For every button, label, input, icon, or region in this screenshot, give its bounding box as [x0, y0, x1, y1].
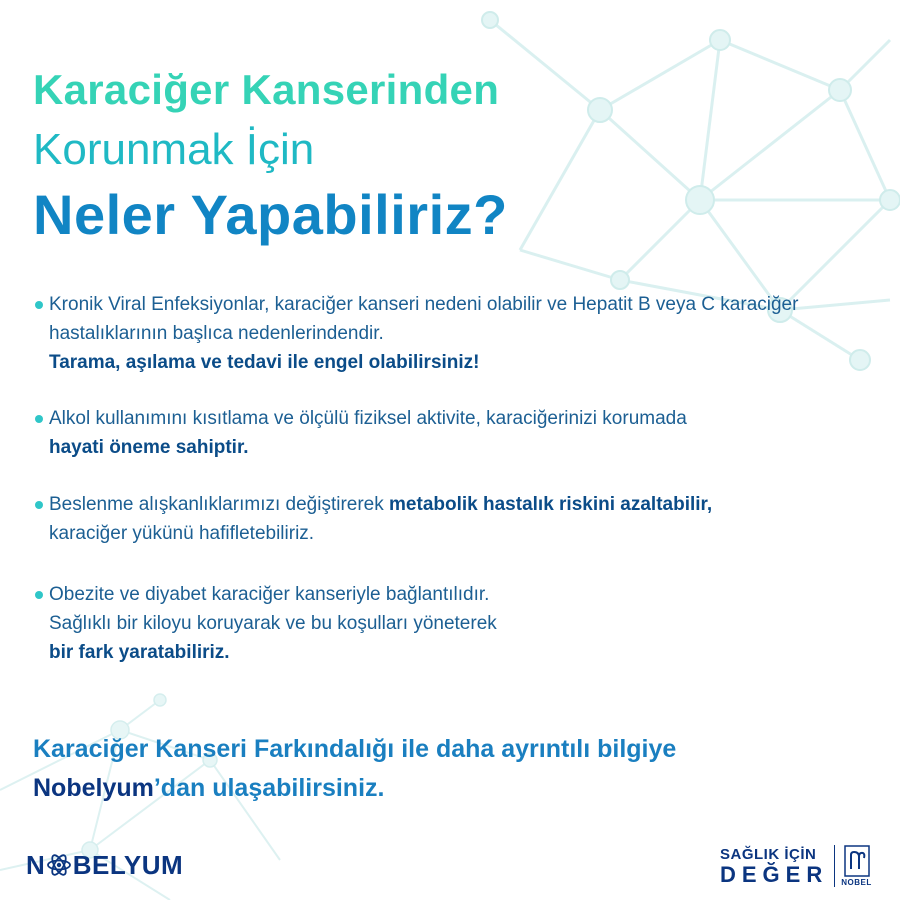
- nobel-slogan-logo: [720, 843, 872, 889]
- bullet-item-obesity: [33, 580, 873, 667]
- bullet-dot-icon: [35, 591, 43, 599]
- bullet-2-text: Alkol kullanımını kısıtlama ve ölçülü fiziksel aktivite, karaciğerinizi korumada: [49, 408, 687, 429]
- title-line-2: Korunmak İçin: [33, 125, 315, 174]
- nobel-mark: [841, 845, 872, 887]
- bullet-text: [49, 290, 873, 377]
- nobel-emblem-icon: [844, 845, 870, 877]
- bullet-dot-icon: [35, 415, 43, 423]
- bullet-3-bold: metabolik hastalık riskini azaltabilir,: [389, 494, 713, 515]
- bullet-text: [49, 404, 873, 462]
- atom-icon: [46, 852, 72, 878]
- bullet-4-bold: bir fark yaratabiliriz.: [49, 642, 230, 663]
- bullet-1-text: Kronik Viral Enfeksiyonlar, karaciğer kanseri nedeni olabilir ve Hepatit B veya C karaciğer hastalıklarının başlıca nedenlerindendir.: [49, 294, 799, 344]
- bullet-4-text: Obezite ve diyabet karaciğer kanseriyle bağlantılıdır.: [49, 584, 490, 605]
- bullet-item-nutrition: [33, 490, 873, 548]
- title-line-3: Neler Yapabiliriz?: [33, 183, 508, 246]
- nobelyum-logo: [26, 848, 183, 882]
- bullet-dot-icon: [35, 301, 43, 309]
- footer-brand: Nobelyum: [33, 774, 154, 802]
- bullet-text: [49, 490, 873, 548]
- bullet-dot-icon: [35, 501, 43, 509]
- bullet-item-alcohol: [33, 404, 873, 462]
- slogan: [720, 847, 828, 886]
- title-line-1: Karaciğer Kanserinden: [33, 66, 500, 113]
- logo-text-rest: BELYUM: [72, 849, 184, 880]
- nobel-small-text: NOBEL: [841, 878, 872, 887]
- footer-message: [33, 730, 873, 808]
- bullet-3-text-2: karaciğer yükünü hafifletebiliriz.: [49, 523, 315, 544]
- bullet-3-text: Beslenme alışkanlıklarımızı değiştirerek: [49, 494, 384, 515]
- bullet-4-text-2: Sağlıklı bir kiloyu koruyarak ve bu koşulları yöneterek: [49, 613, 497, 634]
- bullet-text: [49, 580, 873, 667]
- bullet-1-bold: Tarama, aşılama ve tedavi ile engel olabilirsiniz!: [49, 352, 480, 373]
- slogan-line-2: DEĞER: [720, 861, 829, 887]
- bullet-2-bold: hayati öneme sahiptir.: [49, 437, 249, 458]
- logo-divider: [834, 845, 835, 887]
- logo-letter-n: N: [26, 849, 45, 880]
- slogan-line-1: SAĞLIK İÇİN: [720, 845, 817, 863]
- footer-line-1: Karaciğer Kanseri Farkındalığı ile daha ayrıntılı bilgiye: [33, 735, 677, 763]
- bullet-item-viral-infections: [33, 290, 873, 377]
- footer-line-2: ’dan ulaşabilirsiniz.: [153, 774, 385, 802]
